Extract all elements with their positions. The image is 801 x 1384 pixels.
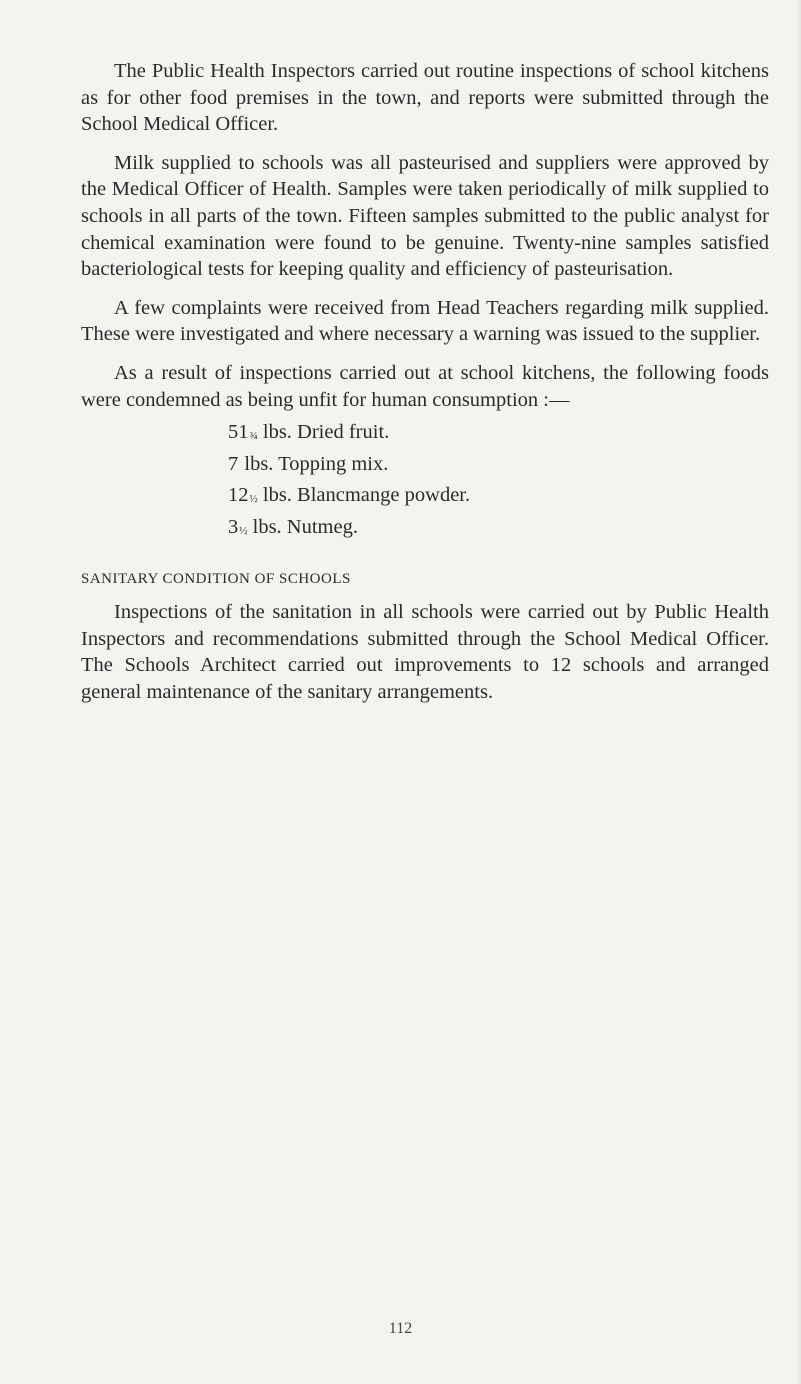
- page-number: 112: [388, 1320, 413, 1337]
- paragraph-school-kitchens: The Public Health Inspectors carried out routine inspections of school kitchens as for other food premises in the town, and reports were submitted through the School Medical Officer.: [81, 60, 769, 136]
- list-item: [81, 480, 769, 512]
- list-item: [81, 417, 769, 449]
- item-quantity: 12: [228, 484, 249, 507]
- item-description: lbs. Topping mix.: [239, 452, 389, 475]
- item-quantity: 3: [228, 515, 239, 538]
- item-quantity: 51: [228, 421, 249, 444]
- item-fraction: ½: [239, 524, 248, 537]
- page-edge-shadow: [795, 0, 801, 1384]
- paragraph-sanitation: Inspections of the sanitation in all schools were carried out by Public Health Inspectors and recommendations submitted through the School Medical Officer. The Schools Architect carried out improvements to 12 schools and arranged general maintenance of the sanitary arrangements.: [81, 601, 769, 703]
- list-item: [81, 512, 769, 544]
- item-fraction: ½: [249, 493, 258, 506]
- item-description: lbs. Dried fruit.: [257, 421, 390, 444]
- paragraph-milk-supply: Milk supplied to schools was all pasteurised and suppliers were approved by the Medical Officer of Health. Samples were taken periodically of milk supplied to schools in all parts of the town. Fifteen samples submitted to the public analyst for chemical examination were found to be genuine. Twenty-nine samples satisfied bacteriological tests for keeping quality and efficiency of pasteurisation.: [81, 151, 769, 281]
- item-quantity: 7: [228, 452, 239, 475]
- document-page: [81, 58, 769, 718]
- list-item: [81, 449, 769, 481]
- section-heading-sanitary: SANITARY CONDITION OF SCHOOLS: [81, 571, 351, 588]
- paragraph-complaints: A few complaints were received from Head Teachers regarding milk supplied. These were investigated and where necessary a warning was issued to the supplier.: [81, 296, 769, 346]
- item-description: lbs. Blancmange powder.: [257, 484, 471, 507]
- condemned-foods-list: [81, 417, 769, 543]
- paragraph-condemned-intro: As a result of inspections carried out at school kitchens, the following foods were condemned as being unfit for human consumption :—: [81, 361, 769, 411]
- item-description: lbs. Nutmeg.: [247, 515, 358, 538]
- item-fraction: ¾: [249, 430, 258, 443]
